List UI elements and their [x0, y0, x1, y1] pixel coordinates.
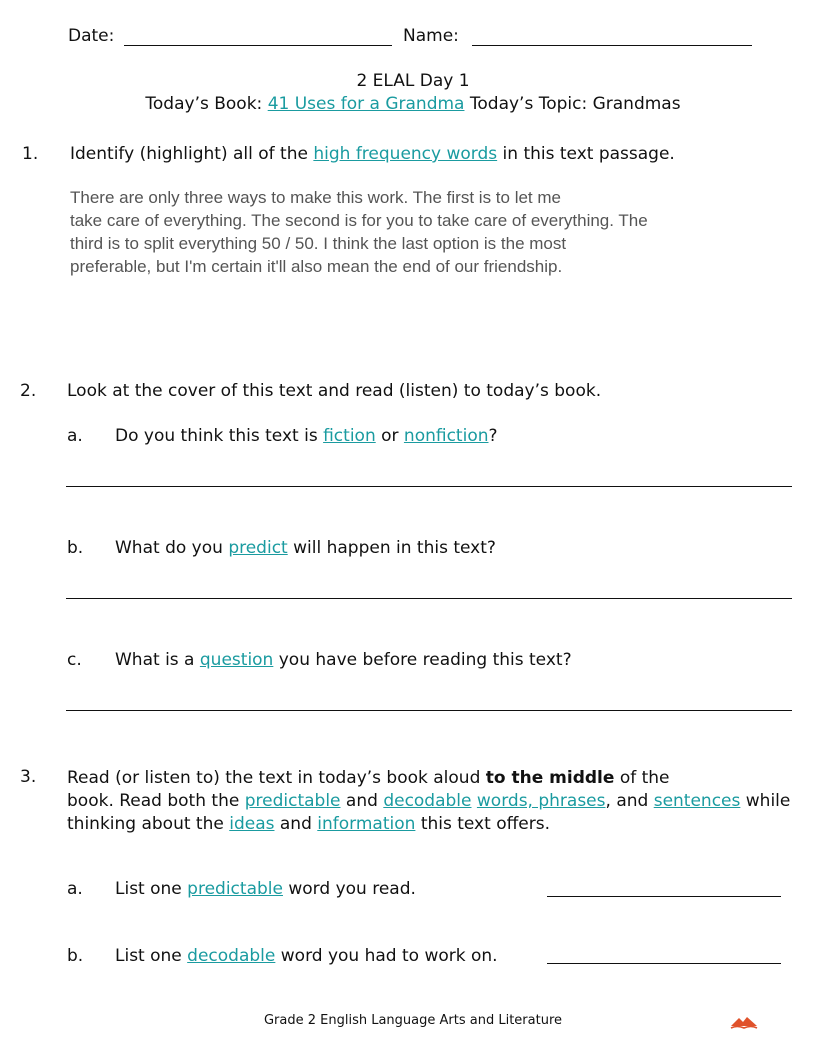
title-line1: 2 ELAL Day 1	[356, 71, 470, 91]
q2a-suffix: ?	[488, 426, 498, 446]
q3b-text	[115, 946, 498, 966]
q3b-suffix: word you had to work on.	[280, 946, 498, 966]
answer-line-2a[interactable]	[66, 486, 792, 487]
ideas-link[interactable]: ideas	[229, 814, 275, 834]
date-label: Date:	[68, 26, 115, 46]
q1-text	[70, 144, 675, 164]
passage-line: preferable, but I'm certain it'll also mean the end of our friendship.	[70, 257, 563, 276]
q2b-prefix: What do you	[115, 538, 223, 558]
words-phrases-link[interactable]: words, phrases	[476, 791, 606, 811]
q3-l3-and: and	[279, 814, 312, 834]
decodable-link[interactable]: decodable	[383, 791, 472, 811]
q2-number: 2.	[20, 381, 37, 401]
book-title-link[interactable]: 41 Uses for a Grandma	[267, 94, 465, 114]
q2b-suffix: will happen in this text?	[293, 538, 496, 558]
q3-text	[67, 767, 807, 836]
q3a-text	[115, 879, 416, 899]
q2c-prefix: What is a	[115, 650, 195, 670]
passage-line: take care of everything. The second is for you to take care of everything. The	[70, 211, 648, 230]
q3-l3-suffix: this text offers.	[420, 814, 551, 834]
q2c-suffix: you have before reading this text?	[278, 650, 572, 670]
decodable-word-link[interactable]: decodable	[187, 946, 276, 966]
predictable-word-link[interactable]: predictable	[187, 879, 283, 899]
q3-bold-phrase: to the middle	[485, 768, 615, 788]
q3a-letter: a.	[67, 879, 83, 899]
q3-l2-comma-and: , and	[605, 791, 649, 811]
name-label: Name:	[403, 26, 459, 46]
q1-number: 1.	[22, 144, 39, 164]
q3-l2-and: and	[345, 791, 378, 811]
information-link[interactable]: information	[317, 814, 416, 834]
q2a-text	[115, 426, 498, 446]
fiction-link[interactable]: fiction	[323, 426, 376, 446]
date-row	[68, 26, 392, 46]
q3-line1	[67, 767, 807, 790]
date-line[interactable]	[124, 27, 392, 46]
q3a-prefix: List one	[115, 879, 182, 899]
q3-line2	[67, 790, 807, 813]
q1-prefix: Identify (highlight) all of the	[70, 144, 308, 164]
q2c-text	[115, 650, 572, 670]
q3-l1-suffix: of the	[619, 768, 670, 788]
book-mountain-logo-icon	[729, 1013, 759, 1035]
answer-line-3b[interactable]	[547, 963, 781, 964]
q2c-letter: c.	[67, 650, 82, 670]
footer-text: Grade 2 English Language Arts and Literature	[263, 1013, 563, 1028]
q3-l3-prefix: thinking about the	[67, 814, 224, 834]
q3-l1-prefix: Read (or listen to) the text in today’s book aloud	[67, 768, 481, 788]
q3b-letter: b.	[67, 946, 84, 966]
q1-suffix: in this text passage.	[502, 144, 675, 164]
text-passage	[70, 186, 790, 278]
q3b-prefix: List one	[115, 946, 182, 966]
answer-line-3a[interactable]	[547, 896, 781, 897]
q2b-letter: b.	[67, 538, 84, 558]
predict-link[interactable]: predict	[228, 538, 288, 558]
q3-number: 3.	[20, 767, 37, 787]
nonfiction-link[interactable]: nonfiction	[403, 426, 489, 446]
answer-line-2b[interactable]	[66, 598, 792, 599]
title-line2	[0, 94, 816, 114]
topic: Today’s Topic: Grandmas	[469, 94, 681, 114]
high-frequency-words-link[interactable]: high frequency words	[313, 144, 498, 164]
predictable-link[interactable]: predictable	[244, 791, 341, 811]
passage-line: There are only three ways to make this work. The first is to let me	[70, 188, 561, 207]
q3-l2-prefix: book. Read both the	[67, 791, 240, 811]
name-line[interactable]	[472, 27, 752, 46]
q2b-text	[115, 538, 496, 558]
q2a-letter: a.	[67, 426, 83, 446]
q2-text: Look at the cover of this text and read (listen) to today’s book.	[67, 381, 602, 401]
name-row	[403, 26, 752, 46]
q2a-prefix: Do you think this text is	[115, 426, 318, 446]
q2a-or: or	[381, 426, 399, 446]
question-link[interactable]: question	[199, 650, 274, 670]
q3a-suffix: word you read.	[288, 879, 416, 899]
book-prefix: Today’s Book:	[145, 94, 263, 114]
q3-line3	[67, 813, 807, 836]
sentences-link[interactable]: sentences	[653, 791, 741, 811]
q3-l2-suffix: while	[745, 791, 791, 811]
answer-line-2c[interactable]	[66, 710, 792, 711]
passage-line: third is to split everything 50 / 50. I think the last option is the most	[70, 234, 567, 253]
